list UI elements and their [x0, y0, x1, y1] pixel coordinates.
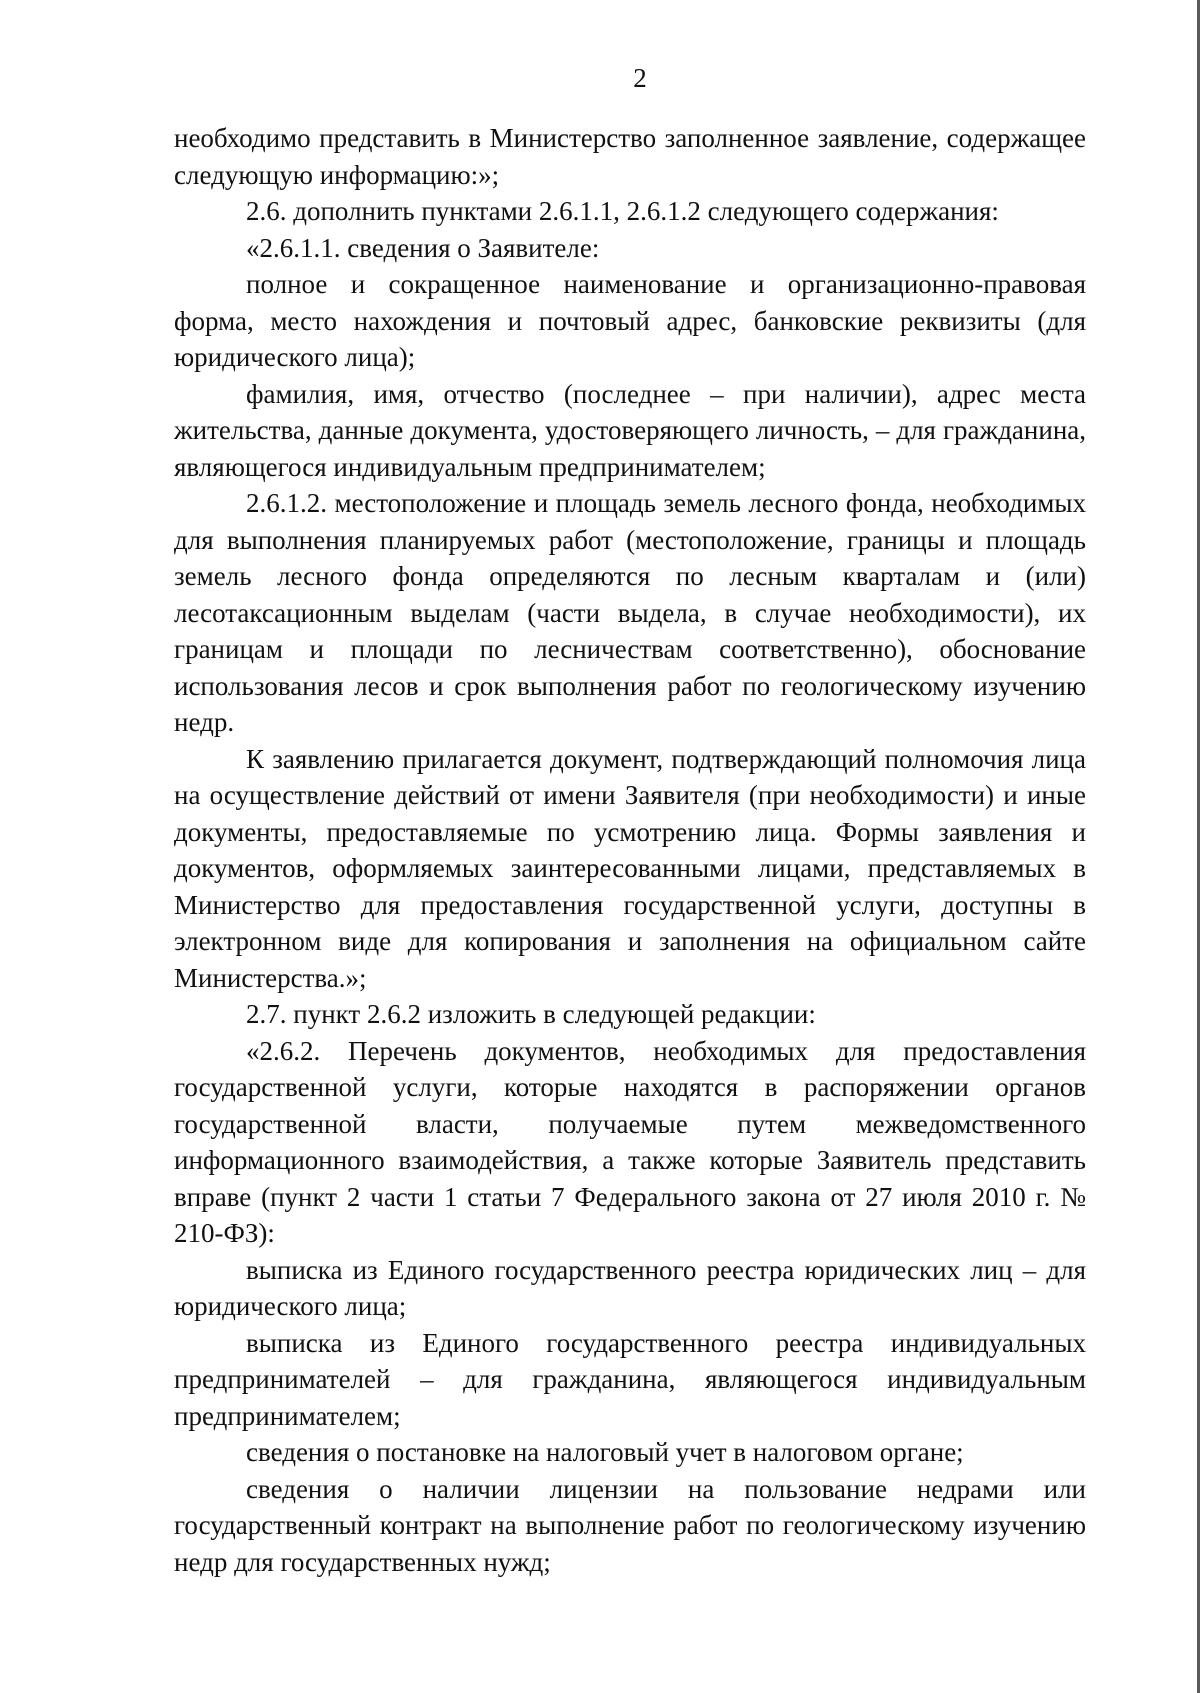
document-body	[174, 120, 1086, 1580]
paragraph: 2.6.1.2. местоположение и площадь земель лесного фонда, необходимых для выполнения планируемых работ (местоположение, границы и площадь земель лесного фонда определяются по лесным кварталам и (или) лесотаксационным выделам (части выдела, в случае необходимости), их границам и площади по лесничествам соответственно), обоснование использования лесов и срок выполнения работ по геологическому изучению недр.	[174, 488, 1086, 737]
paragraph: выписка из Единого государственного реестра юридических лиц – для юридического лица;	[174, 1254, 1086, 1321]
paragraph: «2.6.2. Перечень документов, необходимых для предоставления государственной услуги, которые находятся в распоряжении органов государственной власти, получаемые путем межведомственного информационного взаимодействия, а также которые Заявитель представить вправе (пункт 2 части 1 статьи 7 Федерального закона от 27 июля 2010 г. № 210-ФЗ):	[174, 1035, 1086, 1248]
paragraph: К заявлению прилагается документ, подтверждающий полномочия лица на осуществление действий от имени Заявителя (при необходимости) и иные документы, предоставляемые по усмотрению лица. Формы заявления и документов, оформляемых заинтересованными лицами, представляемых в Министерство для предоставления государственной услуги, доступны в электронном виде для копирования и заполнения на официальном сайте Министерства.»;	[174, 743, 1086, 993]
paragraph: 2.7. пункт 2.6.2 изложить в следующей редакции:	[246, 999, 816, 1029]
paragraph: 2.6. дополнить пунктами 2.6.1.1, 2.6.1.2 следующего содержания:	[246, 196, 999, 226]
paragraph: необходимо представить в Министерство заполненное заявление, содержащее следующую информацию:»;	[174, 123, 1086, 190]
paragraph: выписка из Единого государственного реестра индивидуальных предпринимателей – для гражданина, являющегося индивидуальным предпринимателем;	[174, 1327, 1086, 1431]
paragraph: сведения о наличии лицензии на пользование недрами или государственный контракт на выполнение работ по геологическому изучению недр для государственных нужд;	[174, 1473, 1086, 1577]
paragraph: «2.6.1.1. сведения о Заявителе:	[246, 232, 600, 263]
paragraph: сведения о постановке на налоговый учет в налоговом органе;	[246, 1437, 964, 1467]
paragraph: полное и сокращенное наименование и организационно-правовая форма, место нахождения и почтовый адрес, банковские реквизиты (для юридического лица);	[174, 269, 1086, 372]
page-number: 2	[633, 63, 647, 93]
paragraph: фамилия, имя, отчество (последнее – при наличии), адрес места жительства, данные документа, удостоверяющего личность, – для гражданина, являющегося индивидуальным предпринимателем;	[174, 378, 1086, 482]
